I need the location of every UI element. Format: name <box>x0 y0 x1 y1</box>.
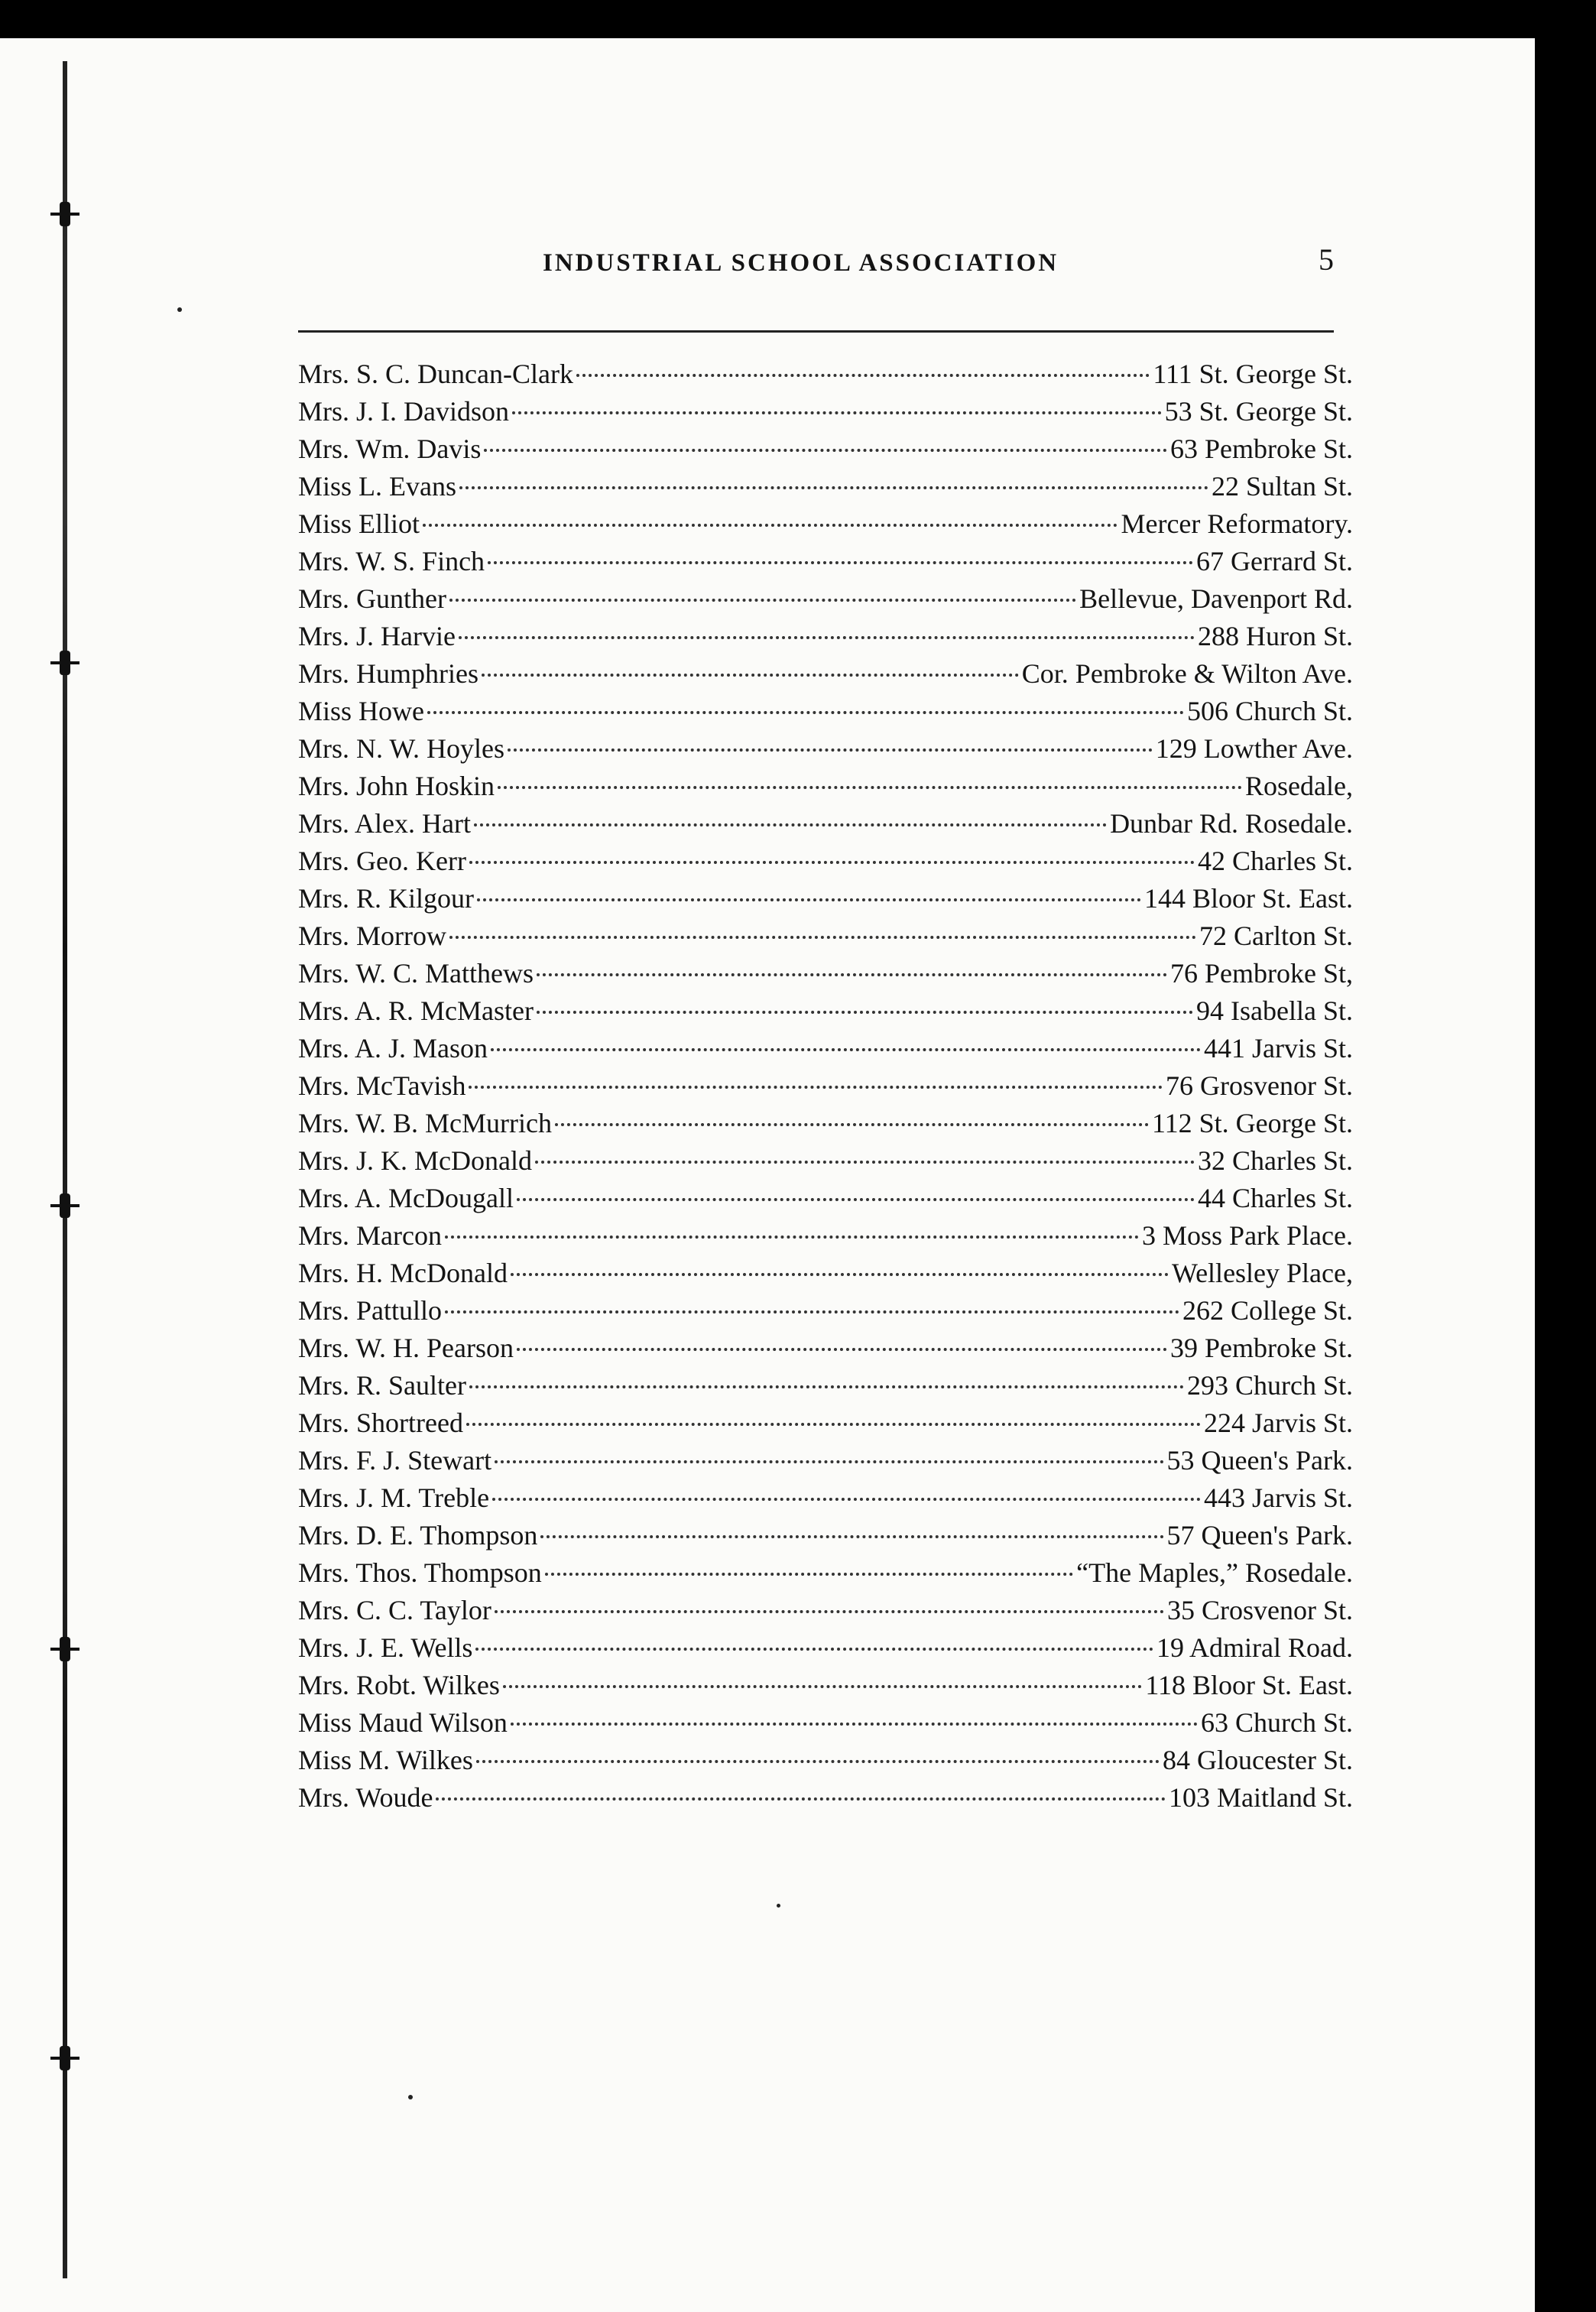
member-address: 94 Isabella St. <box>1196 995 1353 1026</box>
dot-leader <box>469 1385 1184 1388</box>
list-item <box>298 393 1353 430</box>
member-name: Mrs. McTavish <box>298 1070 466 1101</box>
member-name: Mrs. Marcon <box>298 1220 442 1251</box>
speck <box>408 2095 413 2099</box>
list-item <box>298 730 1353 768</box>
dot-leader <box>449 936 1196 939</box>
member-name: Miss L. Evans <box>298 471 456 502</box>
list-item <box>298 1255 1353 1292</box>
binding-stitch <box>50 661 79 664</box>
member-address: Wellesley Place, <box>1171 1258 1353 1288</box>
member-name: Mrs. A. McDougall <box>298 1183 514 1213</box>
list-item <box>298 1742 1353 1779</box>
member-address: 42 Charles St. <box>1198 846 1353 876</box>
member-address: 118 Bloor St. East. <box>1145 1670 1353 1700</box>
dot-leader <box>466 1423 1201 1426</box>
dot-leader <box>545 1573 1073 1576</box>
member-name: Mrs. J. M. Treble <box>298 1482 490 1513</box>
dot-leader <box>469 861 1195 864</box>
speck <box>777 1904 780 1908</box>
member-address: 72 Carlton St. <box>1199 921 1353 951</box>
member-address: “The Maples,” Rosedale. <box>1076 1557 1353 1588</box>
page-number: 5 <box>1319 242 1334 277</box>
dot-leader <box>445 1310 1179 1313</box>
binding-stitch <box>50 1648 79 1651</box>
dot-leader <box>459 486 1208 489</box>
member-address: 3 Moss Park Place. <box>1142 1220 1353 1251</box>
member-name: Mrs. J. E. Wells <box>298 1632 473 1663</box>
dot-leader <box>576 374 1150 377</box>
list-item <box>298 430 1353 468</box>
binding-stitch <box>50 2057 79 2060</box>
member-address: 441 Jarvis St. <box>1203 1033 1353 1063</box>
list-item <box>298 1292 1353 1330</box>
list-item <box>298 618 1353 655</box>
dot-leader <box>423 524 1118 527</box>
page-header <box>298 235 1334 297</box>
member-name: Mrs. Pattullo <box>298 1295 443 1326</box>
list-item <box>298 1367 1353 1404</box>
member-name: Miss Elliot <box>298 508 420 539</box>
list-item <box>298 1404 1353 1442</box>
member-address: Dunbar Rd. Rosedale. <box>1110 808 1353 839</box>
member-address: 288 Huron St. <box>1197 621 1353 651</box>
dot-leader <box>503 1685 1142 1688</box>
dot-leader <box>495 1460 1163 1463</box>
list-item <box>298 1217 1353 1255</box>
dot-leader <box>459 636 1195 639</box>
member-list <box>298 356 1353 1817</box>
member-name: Mrs. Humphries <box>298 658 478 689</box>
member-name: Mrs. Woude <box>298 1782 433 1813</box>
member-address: 262 College St. <box>1182 1295 1353 1326</box>
member-address: 111 St. George St. <box>1153 359 1353 389</box>
running-title: INDUSTRIAL SCHOOL ASSOCIATION <box>543 249 1059 277</box>
member-address: 53 St. George St. <box>1164 396 1353 427</box>
dot-leader <box>555 1123 1149 1126</box>
member-address: 129 Lowther Ave. <box>1155 733 1353 764</box>
list-item <box>298 1592 1353 1629</box>
binding-edge <box>63 61 67 2278</box>
member-address: 63 Pembroke St. <box>1170 434 1353 464</box>
member-name: Mrs. H. McDonald <box>298 1258 508 1288</box>
dot-leader <box>445 1236 1139 1239</box>
member-address: 63 Church St. <box>1200 1707 1353 1738</box>
dot-leader <box>508 748 1153 752</box>
member-name: Mrs. Shortreed <box>298 1408 463 1438</box>
binding-stitch <box>50 213 79 216</box>
member-name: Mrs. Thos. Thompson <box>298 1557 542 1588</box>
list-item <box>298 543 1353 580</box>
member-name: Mrs. W. B. McMurrich <box>298 1108 552 1138</box>
member-address: 35 Crosvenor St. <box>1167 1595 1353 1625</box>
member-address: 53 Queen's Park. <box>1166 1445 1353 1476</box>
member-name: Mrs. A. J. Mason <box>298 1033 488 1063</box>
list-item <box>298 1030 1353 1067</box>
list-item <box>298 1067 1353 1105</box>
list-item <box>298 992 1353 1030</box>
member-address: 76 Grosvenor St. <box>1166 1070 1353 1101</box>
list-item <box>298 955 1353 992</box>
dot-leader <box>517 1348 1167 1351</box>
dot-leader <box>476 1760 1160 1763</box>
member-address: 67 Gerrard St. <box>1196 546 1353 576</box>
member-name: Mrs. Geo. Kerr <box>298 846 466 876</box>
list-item <box>298 468 1353 505</box>
list-item <box>298 356 1353 393</box>
list-item <box>298 505 1353 543</box>
member-name: Mrs. J. K. McDonald <box>298 1145 532 1176</box>
member-address: 19 Admiral Road. <box>1156 1632 1353 1663</box>
list-item <box>298 843 1353 880</box>
list-item <box>298 1517 1353 1554</box>
header-rule <box>298 330 1334 333</box>
list-item <box>298 1442 1353 1479</box>
member-address: 506 Church St. <box>1186 696 1353 726</box>
member-address: Bellevue, Davenport Rd. <box>1079 583 1353 614</box>
list-item <box>298 693 1353 730</box>
member-name: Mrs. S. C. Duncan-Clark <box>298 359 573 389</box>
member-address: 76 Pembroke St, <box>1170 958 1353 989</box>
list-item <box>298 880 1353 917</box>
list-item <box>298 805 1353 843</box>
dot-leader <box>482 674 1019 677</box>
member-name: Mrs. W. H. Pearson <box>298 1333 514 1363</box>
member-address: Cor. Pembroke & Wilton Ave. <box>1021 658 1353 689</box>
member-name: Mrs. Alex. Hart <box>298 808 471 839</box>
dot-leader <box>512 411 1162 414</box>
dot-leader <box>427 711 1184 714</box>
member-name: Mrs. Morrow <box>298 921 446 951</box>
member-name: Miss M. Wilkes <box>298 1745 473 1775</box>
member-address: 112 St. George St. <box>1151 1108 1353 1138</box>
dot-leader <box>488 561 1193 564</box>
member-address: 44 Charles St. <box>1198 1183 1353 1213</box>
member-address: 293 Church St. <box>1186 1370 1353 1401</box>
member-name: Mrs. F. J. Stewart <box>298 1445 492 1476</box>
speck <box>177 307 182 312</box>
list-item <box>298 580 1353 618</box>
member-name: Mrs. R. Kilgour <box>298 883 475 914</box>
dot-leader <box>484 449 1167 452</box>
member-address: 224 Jarvis St. <box>1203 1408 1353 1438</box>
dot-leader <box>537 973 1167 976</box>
member-address: 39 Pembroke St. <box>1170 1333 1353 1363</box>
dot-leader <box>517 1198 1195 1201</box>
dot-leader <box>511 1273 1169 1276</box>
list-item <box>298 1779 1353 1817</box>
dot-leader <box>474 823 1107 826</box>
binding-stitch <box>50 1204 79 1207</box>
member-name: Mrs. C. C. Taylor <box>298 1595 491 1625</box>
list-item <box>298 655 1353 693</box>
member-name: Mrs. J. I. Davidson <box>298 396 509 427</box>
member-name: Mrs. W. C. Matthews <box>298 958 534 989</box>
list-item <box>298 1554 1353 1592</box>
member-name: Mrs. R. Saulter <box>298 1370 466 1401</box>
list-item <box>298 1330 1353 1367</box>
list-item <box>298 1142 1353 1180</box>
member-name: Mrs. W. S. Finch <box>298 546 485 576</box>
member-name: Mrs. A. R. McMaster <box>298 995 534 1026</box>
member-name: Mrs. Robt. Wilkes <box>298 1670 500 1700</box>
member-name: Mrs. D. E. Thompson <box>298 1520 538 1551</box>
member-name: Mrs. J. Harvie <box>298 621 456 651</box>
member-name: Mrs. Wm. Davis <box>298 434 482 464</box>
member-address: 57 Queen's Park. <box>1166 1520 1353 1551</box>
list-item <box>298 1479 1353 1517</box>
member-address: Rosedale, <box>1245 771 1353 801</box>
member-address: 32 Charles St. <box>1198 1145 1353 1176</box>
member-address: 144 Bloor St. East. <box>1143 883 1353 914</box>
dot-leader <box>537 1011 1193 1014</box>
member-name: Miss Howe <box>298 696 425 726</box>
list-item <box>298 1704 1353 1742</box>
dot-leader <box>492 1498 1201 1501</box>
member-name: Mrs. Gunther <box>298 583 446 614</box>
member-name: Mrs. N. W. Hoyles <box>298 733 505 764</box>
member-address: 103 Maitland St. <box>1169 1782 1353 1813</box>
list-item <box>298 1180 1353 1217</box>
dot-leader <box>511 1723 1198 1726</box>
member-address: 84 Gloucester St. <box>1163 1745 1353 1775</box>
member-name: Mrs. John Hoskin <box>298 771 495 801</box>
list-item <box>298 1105 1353 1142</box>
list-item <box>298 1667 1353 1704</box>
list-item <box>298 768 1353 805</box>
dot-leader <box>475 1648 1153 1651</box>
member-address: Mercer Reformatory. <box>1121 508 1353 539</box>
member-address: 22 Sultan St. <box>1211 471 1353 502</box>
dot-leader <box>498 786 1242 789</box>
member-address: 443 Jarvis St. <box>1203 1482 1353 1513</box>
page-sheet <box>0 38 1535 2312</box>
dot-leader <box>469 1086 1163 1089</box>
dot-leader <box>436 1797 1166 1801</box>
list-item <box>298 1629 1353 1667</box>
dot-leader <box>495 1610 1164 1613</box>
dot-leader <box>491 1048 1201 1051</box>
dot-leader <box>535 1161 1195 1164</box>
member-name: Miss Maud Wilson <box>298 1707 508 1738</box>
dot-leader <box>540 1535 1163 1538</box>
dot-leader <box>449 599 1076 602</box>
list-item <box>298 917 1353 955</box>
dot-leader <box>477 898 1141 901</box>
